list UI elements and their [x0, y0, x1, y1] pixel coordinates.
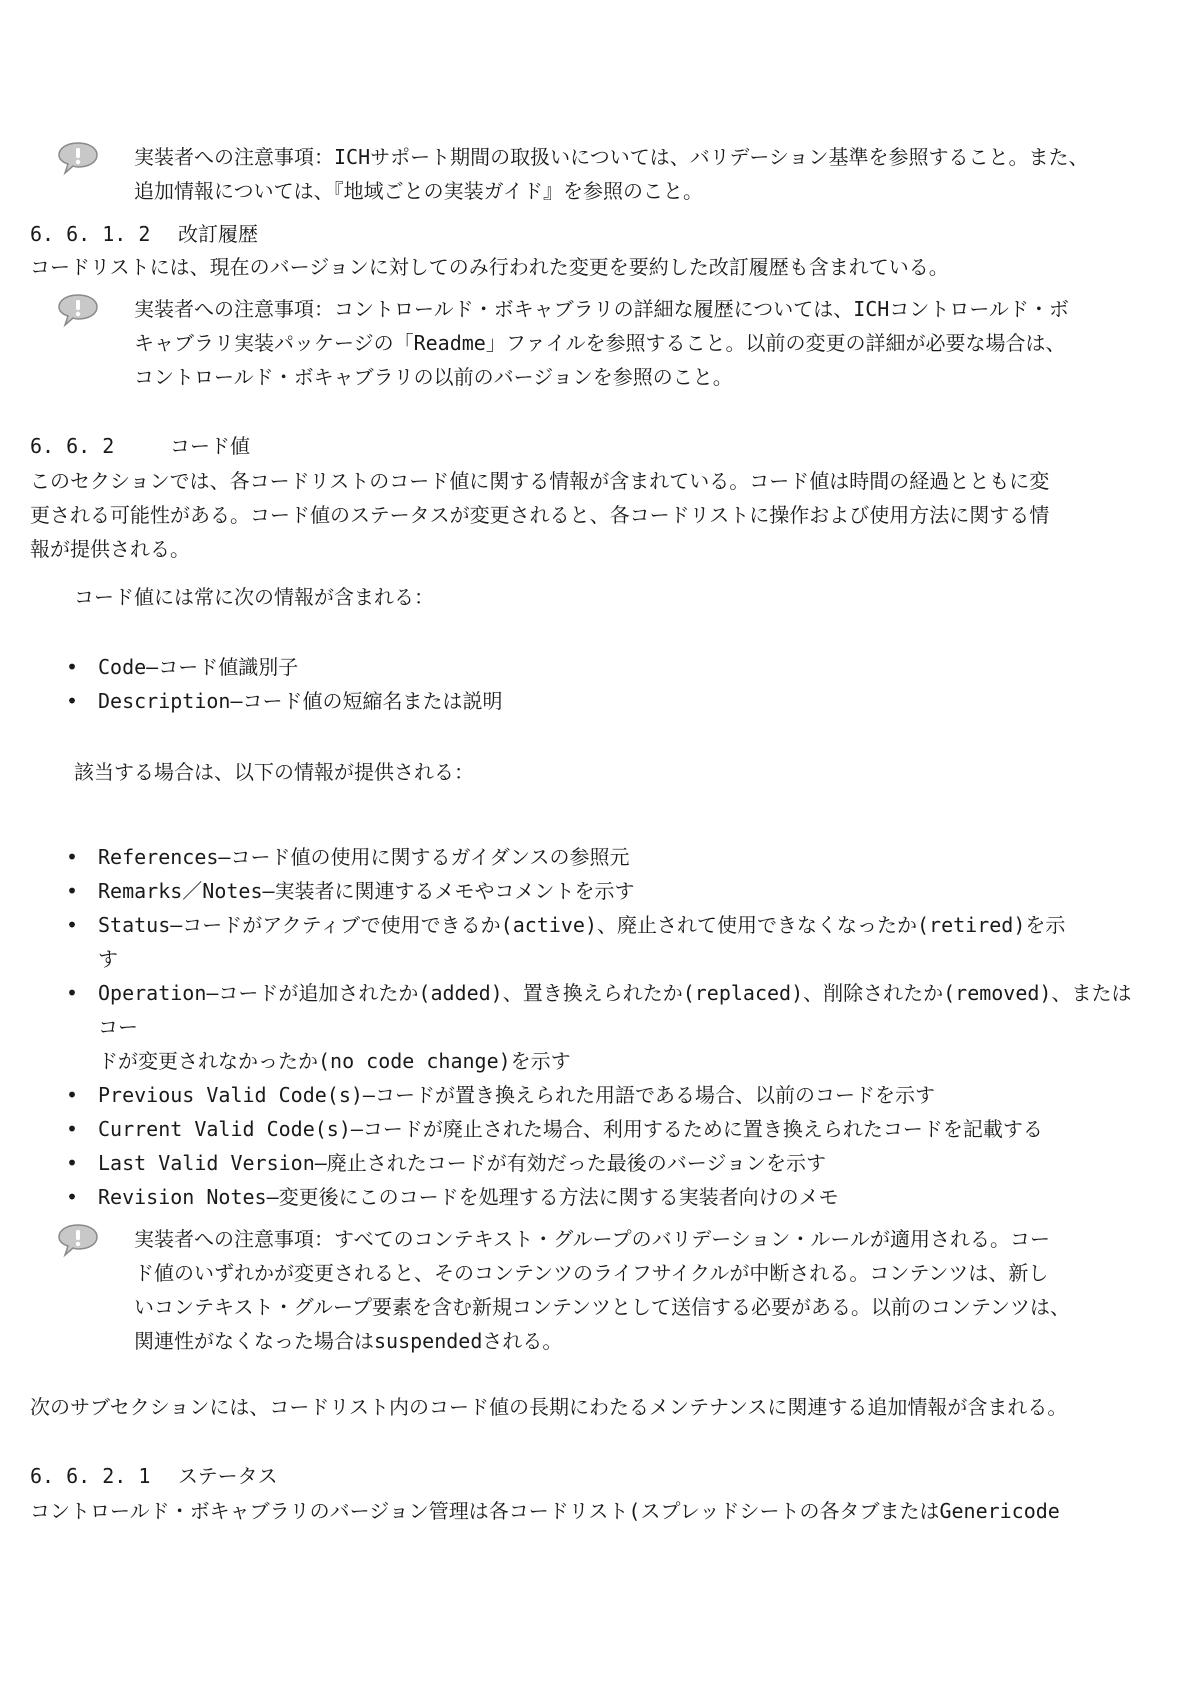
section-heading-6-6-1-2 [30, 220, 258, 248]
list-item: • Last Valid Version—廃止されたコードが有効だった最後のバージョンを示す [60, 1146, 1150, 1180]
bullet-glyph: • [66, 1151, 79, 1175]
paragraph-code-value: このセクションでは、各コードリストのコード値に関する情報が含まれている。コード値は時間の経過とともに変 更される可能性がある。コード値のステータスが変更されると、各コードリストに操作および使用方法に関する情 報が提供される。 [30, 469, 1050, 561]
bullet-glyph: • [66, 981, 79, 1005]
note-text: 実装者への注意事項：ICHサポート期間の取扱いについては、バリデーション基準を参照すること。また、 追加情報については、『地域ごとの実装ガイド』を参照のこと。 [134, 145, 1089, 203]
speech-bubble-exclamation-icon [56, 1222, 100, 1263]
list-item: • Revision Notes—変更後にこのコードを処理する方法に関する実装者向けのメモ [60, 1180, 1150, 1214]
bullet-glyph: • [66, 655, 79, 679]
section-title: 改訂履歴 [178, 222, 258, 246]
implementer-note-1 [56, 140, 1146, 208]
bullet-glyph: • [66, 879, 79, 903]
section-heading-6-6-2 [30, 432, 250, 460]
note-text: 実装者への注意事項：すべてのコンテキスト・グループのバリデーション・ルールが適用される。コー ド値のいずれかが変更されると、そのコンテンツのライフサイクルが中断される。コンテンツは、新し いコンテキスト・グループ要素を含む新規コンテンツとして送信する必要がある。以前のコンテンツは、 関連性がなくなった場合はsuspendedされる。 [134, 1227, 1070, 1353]
list-item: • Description—コード値の短縮名または説明 [60, 684, 1150, 718]
list-item: • Code—コード値識別子 [60, 650, 1150, 684]
bullet-glyph: • [66, 1117, 79, 1141]
list-item: • References—コード値の使用に関するガイダンスの参照元 [60, 840, 1150, 874]
note-text: 実装者への注意事項：コントロールド・ボキャブラリの詳細な履歴については、ICHコントロールド・ボ キャブラリ実装パッケージの「Readme」ファイルを参照すること。以前の変更の詳細が必要な場合は、 コントロールド・ボキャブラリの以前のバージョンを参照のこと。 [134, 297, 1069, 389]
paragraph-status: コントロールド・ボキャブラリのバージョン管理は各コードリスト(スプレッドシートの各タブまたはGenericode [30, 1499, 1060, 1523]
bullet-glyph: • [66, 845, 79, 869]
speech-bubble-exclamation-icon [56, 140, 100, 181]
section-heading-6-6-2-1 [30, 1462, 278, 1490]
implementer-note-2 [56, 292, 1146, 394]
list-item: • Previous Valid Code(s)—コードが置き換えられた用語である場合、以前のコードを示す [60, 1078, 1150, 1112]
list-item: • Operation—コードが追加されたか(added)、置き換えられたか(replaced)、削除されたか(removed)、またはコー ドが変更されなかったか(no code change)を示す [60, 976, 1150, 1078]
paragraph-subsections: 次のサブセクションには、コードリスト内のコード値の長期にわたるメンテナンスに関連する追加情報が含まれる。 [30, 1395, 1068, 1419]
list-item: • Status—コードがアクティブで使用できるか(active)、廃止されて使用できなくなったか(retired)を示 す [60, 908, 1150, 976]
section-title: コード値 [170, 434, 250, 458]
section-number: 6. 6. 1. 2 [30, 222, 151, 246]
always-info-intro: コード値には常に次の情報が含まれる： [74, 585, 434, 609]
applicable-info-list [60, 840, 1150, 1214]
applicable-info-intro: 該当する場合は、以下の情報が提供される： [74, 760, 474, 784]
list-item: • Remarks／Notes—実装者に関連するメモやコメントを示す [60, 874, 1150, 908]
bullet-glyph: • [66, 913, 79, 937]
section-number: 6. 6. 2. 1 [30, 1464, 151, 1488]
always-info-list [60, 650, 1150, 718]
paragraph-revision-history: コードリストには、現在のバージョンに対してのみ行われた変更を要約した改訂履歴も含まれている。 [30, 255, 949, 279]
list-item: • Current Valid Code(s)—コードが廃止された場合、利用するために置き換えられたコードを記載する [60, 1112, 1150, 1146]
speech-bubble-exclamation-icon [56, 292, 100, 333]
section-number: 6. 6. 2 [30, 434, 115, 458]
bullet-glyph: • [66, 1083, 79, 1107]
bullet-glyph: • [66, 1185, 79, 1209]
implementer-note-3 [56, 1222, 1146, 1358]
section-title: ステータス [178, 1464, 278, 1488]
bullet-glyph: • [66, 689, 79, 713]
